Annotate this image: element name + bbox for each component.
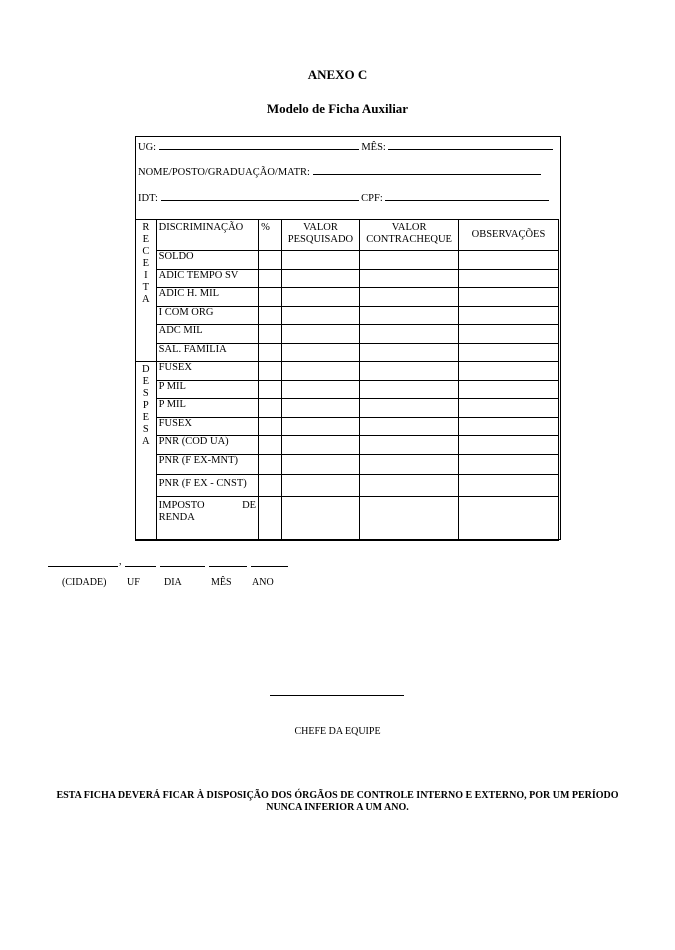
cell-valor-contracheque[interactable] xyxy=(360,436,459,455)
table-row xyxy=(136,436,559,455)
row-label-imposto-de-renda: IMPOSTO DE RENDA xyxy=(156,496,258,540)
signature-line[interactable] xyxy=(270,695,404,696)
cell-valor-contracheque[interactable] xyxy=(360,417,459,436)
row-label: PNR (COD UA) xyxy=(156,436,258,455)
cell-observacoes[interactable] xyxy=(458,380,558,399)
col-observacoes: OBSERVAÇÕES xyxy=(458,220,558,251)
cell-observacoes[interactable] xyxy=(458,496,558,540)
cell-observacoes[interactable] xyxy=(458,269,558,288)
row-label: SOLDO xyxy=(156,251,258,270)
cell-observacoes[interactable] xyxy=(458,454,558,474)
retention-notice xyxy=(40,790,635,814)
cell-observacoes[interactable] xyxy=(458,436,558,455)
table-row xyxy=(136,306,559,325)
ug-field[interactable] xyxy=(159,141,359,150)
cell-observacoes[interactable] xyxy=(458,362,558,381)
cell-percent[interactable] xyxy=(259,496,282,540)
receita-vertical-label: R E C E I T A xyxy=(136,220,157,362)
table-row xyxy=(136,362,559,381)
cell-observacoes[interactable] xyxy=(458,251,558,270)
idt-line xyxy=(138,192,549,204)
cidade-field[interactable] xyxy=(48,566,118,567)
cell-observacoes[interactable] xyxy=(458,288,558,307)
cell-valor-pesquisado[interactable] xyxy=(281,362,360,381)
cell-valor-pesquisado[interactable] xyxy=(281,399,360,418)
cell-percent[interactable] xyxy=(259,399,282,418)
cell-percent[interactable] xyxy=(259,343,282,362)
cell-valor-contracheque[interactable] xyxy=(360,269,459,288)
retention-notice-line-2: NUNCA INFERIOR A UM ANO. xyxy=(266,802,409,813)
nome-field[interactable] xyxy=(313,166,541,175)
row-label: FUSEX xyxy=(156,362,258,381)
cell-valor-contracheque[interactable] xyxy=(360,496,459,540)
cell-observacoes[interactable] xyxy=(458,474,558,496)
dia-field[interactable] xyxy=(160,566,205,567)
cell-valor-contracheque[interactable] xyxy=(360,288,459,307)
mes-label: MÊS: xyxy=(361,142,386,153)
cell-valor-pesquisado[interactable] xyxy=(281,343,360,362)
table-header-row xyxy=(136,220,559,251)
cell-observacoes[interactable] xyxy=(458,325,558,344)
cell-valor-pesquisado[interactable] xyxy=(281,436,360,455)
cell-percent[interactable] xyxy=(259,306,282,325)
cell-valor-pesquisado[interactable] xyxy=(281,306,360,325)
cell-observacoes[interactable] xyxy=(458,306,558,325)
discrimination-table xyxy=(135,219,559,541)
cell-percent[interactable] xyxy=(259,454,282,474)
mes-date-field[interactable] xyxy=(209,566,247,567)
ug-label: UG: xyxy=(138,142,157,153)
col-discriminacao: DISCRIMINAÇÃO xyxy=(156,220,258,251)
nome-line xyxy=(138,166,541,178)
retention-notice-line-1: ESTA FICHA DEVERÁ FICAR À DISPOSIÇÃO DOS ÓRGÃOS DE CONTROLE INTERNO E EXTERNO, POR UM PERÍODO xyxy=(56,790,619,801)
cell-observacoes[interactable] xyxy=(458,343,558,362)
ano-field[interactable] xyxy=(251,566,288,567)
mes-label: MÊS xyxy=(211,577,232,588)
cell-valor-contracheque[interactable] xyxy=(360,343,459,362)
uf-field[interactable] xyxy=(125,566,156,567)
cell-valor-contracheque[interactable] xyxy=(360,380,459,399)
cell-valor-pesquisado[interactable] xyxy=(281,288,360,307)
col-percent: % xyxy=(259,220,282,251)
row-label: SAL. FAMÍLIA xyxy=(156,343,258,362)
cell-valor-contracheque[interactable] xyxy=(360,362,459,381)
col-valor-contracheque: VALOR CONTRACHEQUE xyxy=(360,220,459,251)
table-row xyxy=(136,251,559,270)
table-row xyxy=(136,474,559,496)
cell-valor-pesquisado[interactable] xyxy=(281,251,360,270)
uf-label: UF xyxy=(127,577,140,588)
col-valor-pesquisado: VALOR PESQUISADO xyxy=(281,220,360,251)
cell-valor-contracheque[interactable] xyxy=(360,399,459,418)
table-row xyxy=(136,399,559,418)
row-label: FUSEX xyxy=(156,417,258,436)
ug-line xyxy=(138,141,553,153)
cell-percent[interactable] xyxy=(259,288,282,307)
table-row xyxy=(136,269,559,288)
idt-label: IDT: xyxy=(138,193,158,204)
form-subtitle: Modelo de Ficha Auxiliar xyxy=(266,101,409,116)
row-label: ADC MIL xyxy=(156,325,258,344)
row-label: P MIL xyxy=(156,399,258,418)
table-row xyxy=(136,288,559,307)
row-label: I COM ORG xyxy=(156,306,258,325)
table-row xyxy=(136,496,559,540)
cell-percent[interactable] xyxy=(259,417,282,436)
cell-observacoes[interactable] xyxy=(458,399,558,418)
row-label: PNR (F EX - CNST) xyxy=(156,474,258,496)
signature-label: CHEFE DA EQUIPE xyxy=(294,726,381,737)
cpf-field[interactable] xyxy=(385,192,549,201)
cell-valor-pesquisado[interactable] xyxy=(281,417,360,436)
table-row xyxy=(136,380,559,399)
cidade-label: (CIDADE) xyxy=(62,577,107,588)
cell-valor-contracheque[interactable] xyxy=(360,454,459,474)
cell-valor-contracheque[interactable] xyxy=(360,474,459,496)
cell-percent[interactable] xyxy=(259,269,282,288)
row-label: PNR (F EX-MNT) xyxy=(156,454,258,474)
table-row xyxy=(136,325,559,344)
date-comma: , xyxy=(119,556,122,567)
cell-percent[interactable] xyxy=(259,380,282,399)
table-row xyxy=(136,417,559,436)
table-row xyxy=(136,454,559,474)
idt-field[interactable] xyxy=(161,192,359,201)
mes-field[interactable] xyxy=(388,141,553,150)
cell-valor-contracheque[interactable] xyxy=(360,251,459,270)
cell-percent[interactable] xyxy=(259,251,282,270)
ficha-auxiliar-form xyxy=(135,136,561,540)
cell-valor-pesquisado[interactable] xyxy=(281,325,360,344)
nome-label: NOME/POSTO/GRADUAÇÃO/MATR: xyxy=(138,167,310,178)
table-row xyxy=(136,343,559,362)
cell-valor-contracheque[interactable] xyxy=(360,306,459,325)
cell-valor-pesquisado[interactable] xyxy=(281,454,360,474)
despesa-vertical-label: D E S P E S A xyxy=(136,362,157,541)
cell-valor-pesquisado[interactable] xyxy=(281,496,360,540)
cell-percent[interactable] xyxy=(259,325,282,344)
row-label: ADIC TEMPO SV xyxy=(156,269,258,288)
cell-percent[interactable] xyxy=(259,362,282,381)
row-label: ADIC H. MIL xyxy=(156,288,258,307)
cell-observacoes[interactable] xyxy=(458,417,558,436)
dia-label: DIA xyxy=(164,577,182,588)
cell-valor-pesquisado[interactable] xyxy=(281,380,360,399)
cell-valor-contracheque[interactable] xyxy=(360,325,459,344)
cell-percent[interactable] xyxy=(259,436,282,455)
annex-title: ANEXO C xyxy=(307,67,368,82)
cpf-label: CPF: xyxy=(361,193,383,204)
cell-valor-pesquisado[interactable] xyxy=(281,474,360,496)
cell-percent[interactable] xyxy=(259,474,282,496)
row-label: P MIL xyxy=(156,380,258,399)
ano-label: ANO xyxy=(252,577,274,588)
cell-valor-pesquisado[interactable] xyxy=(281,269,360,288)
